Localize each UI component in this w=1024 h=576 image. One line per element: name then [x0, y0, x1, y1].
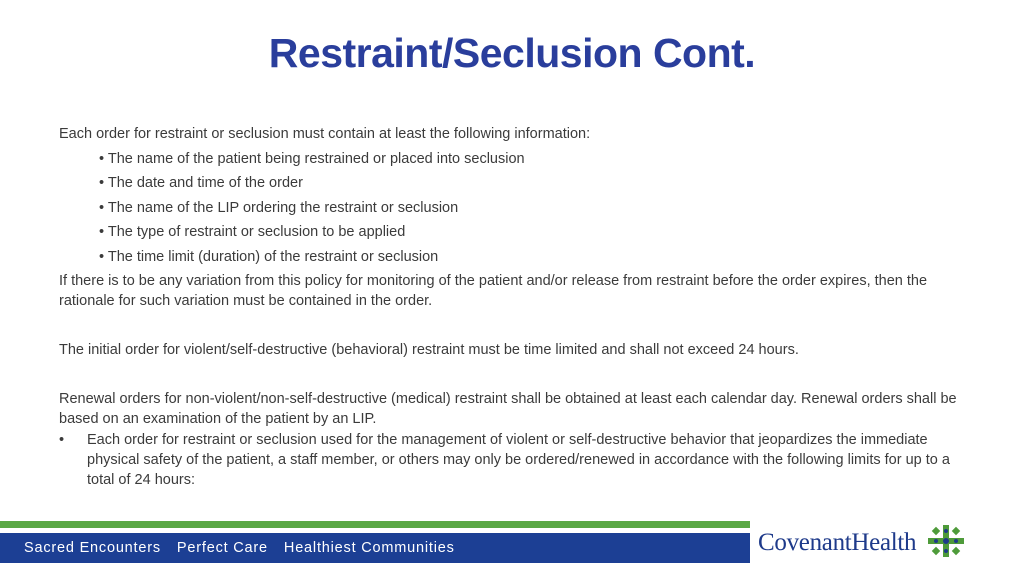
- order-item-2: • The date and time of the order: [99, 175, 303, 191]
- logo-text: CovenantHealth: [758, 529, 917, 556]
- bullet-item: [59, 430, 964, 490]
- slide-body: [59, 124, 964, 490]
- page-title: Restraint/Seclusion Cont.: [268, 30, 756, 76]
- tagline-sacred-encounters: Sacred Encounters: [24, 540, 161, 556]
- bullet-mark: •: [59, 432, 65, 448]
- intro-text: Each order for restraint or seclusion must contain at least the following information:: [59, 126, 591, 142]
- tagline-healthiest-communities: Healthiest Communities: [283, 540, 455, 556]
- covenant-cross-icon: [922, 523, 970, 564]
- footer-tagline-bar: [0, 533, 750, 563]
- order-item-1: • The name of the patient being restrained or placed into seclusion: [99, 150, 525, 167]
- order-item-5: • The time limit (duration) of the restraint or seclusion: [99, 248, 439, 265]
- bullet-text: Each order for restraint or seclusion used for the management of violent or self-destructive behavior that jeopardizes the immediate physical safety of the patient, a staff member, or others may only be ordered/renewed in accordance with the following limits for up to a total of 24 hours:: [87, 432, 950, 488]
- initial-order-text: The initial order for violent/self-destructive (behavioral) restraint must be time limited and shall not exceed 24 hours.: [59, 342, 799, 358]
- footer-green-bar: [0, 521, 750, 528]
- tagline-perfect-care: Perfect Care: [176, 540, 268, 556]
- order-item-3: • The name of the LIP ordering the restraint or seclusion: [99, 199, 459, 216]
- renewal-text: Renewal orders for non-violent/non-self-destructive (medical) restraint shall be obtained at least each calendar day. Renewal orders shall be based on an examination of the patient by an LIP.: [59, 391, 957, 427]
- order-item-4: • The type of restraint or seclusion to be applied: [99, 224, 406, 240]
- variation-text: If there is to be any variation from this policy for monitoring of the patient and/or release from restraint before the order expires, then the rationale for such variation must be contained in the order.: [59, 273, 928, 309]
- covenant-health-logo: [758, 525, 970, 561]
